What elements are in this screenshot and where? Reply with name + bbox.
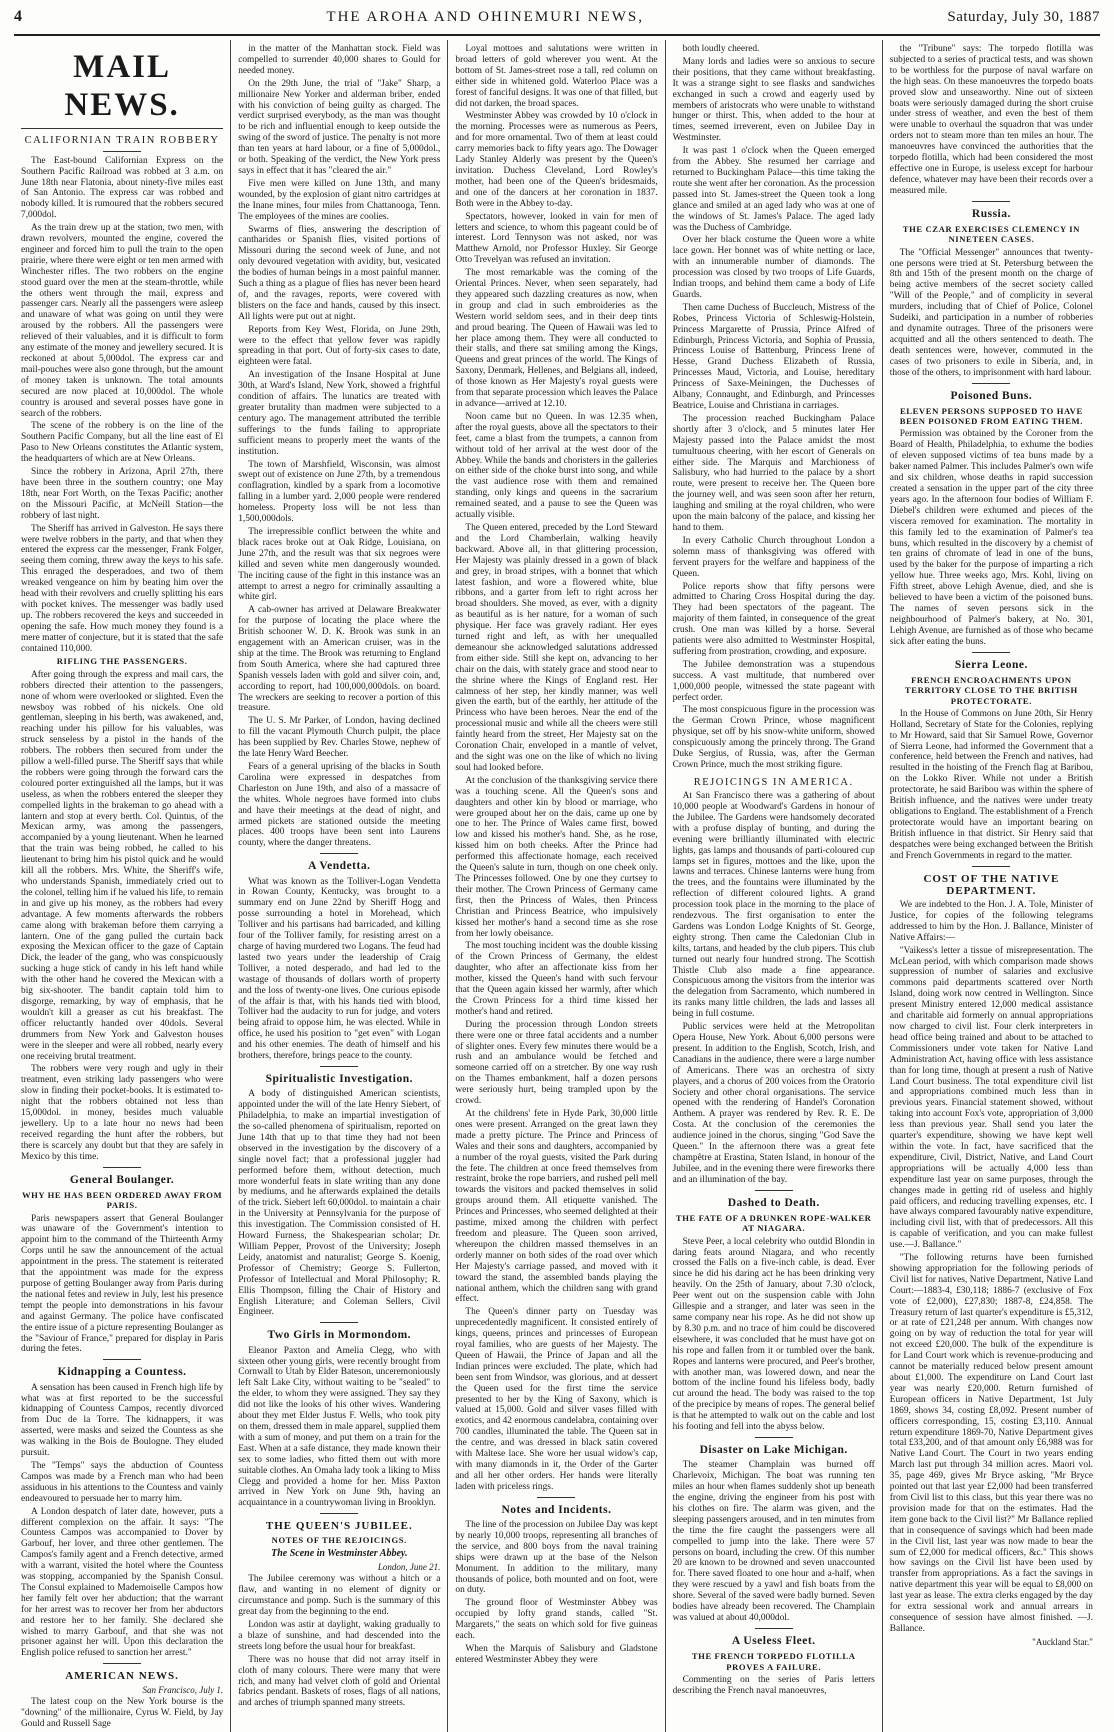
article-headline: THE QUEEN'S JUBILEE. <box>265 1520 413 1533</box>
article-deck: NOTES OF THE REJOICINGS. <box>271 1535 407 1546</box>
paragraph: The U. S. Mr Parker, of London, having declined to fill the vacant Plymouth Church pulpit, the place has been supplied by Rev. Charles Stowe, nephew of the late Henry Ward Beecher. <box>238 716 441 760</box>
subheading: RIFLING THE PASSENGERS. <box>56 656 188 667</box>
paragraph: The procession reached Buckingham Palace shortly after 3 o'clock, and 5 minutes later Her Majesty passed into the Palace amidst the most tumultuous cheering, with her escort of Generals on either side. The Marquis and Marchioness of Salisbury, who had hurried to the palace by a short route, were present to receive her. The Queen bore the journey well, and was seen soon after her return, laughing and smiling at the royal children, who were upon the main balcony of the palace, and kissing her hand to them. <box>672 413 875 533</box>
page-number: 4 <box>14 8 23 25</box>
paragraph: The scene of the robbery is on the line of the Southern Pacific Company, but all the line east of El Paso to New Orleans constitutes the Atlantic system, the headquarters of which are at New Orleans. <box>21 421 224 465</box>
paragraph: In every Catholic Church throughout London a solemn mass of thanksgiving was offered with fervent prayers for the welfare and happiness of the Queen. <box>672 535 875 579</box>
article-headline: A Useless Fleet. <box>731 1634 816 1647</box>
article-deck: THE FRENCH TORPEDO FLOTILLA PROVES A FAILURE. <box>691 1651 856 1672</box>
article-headline: Disaster on Lake Michigan. <box>699 1443 848 1456</box>
article-headline: A Vendetta. <box>308 860 371 873</box>
divider <box>755 1190 793 1191</box>
divider <box>103 151 141 152</box>
issue-date: Saturday, July 30, 1887 <box>947 9 1100 25</box>
paragraph: Loyal mottoes and salutations were written in broad letters of gold wherever you went. At the bottom of St. James-street rose a tall, red column on either side in whitened gold. Waterloo Place was a forest of fanciful designs. It was one of that filled, but did not darken, the broad spaces. <box>455 44 658 109</box>
article-headline: CALIFORNIAN TRAIN ROBBERY <box>24 134 220 146</box>
paragraph: the "Tribune" says: The torpedo flotilla was subjected to a series of practical tests, and was shown to be worthless for the purpose of naval warfare on the high seas. On these manoeuvres the torpedo boats proved slow and unseaworthy. Nine out of sixteen boats were seriously damaged during the short cruise under stress of weather, and even the best of them were unable to overhaul the squadron that was under orders not to steam more than ten miles an hour. The manoeuvres have convinced the authorities that the torpedo flotilla, which had been considered the most effective one in Europe, is useless except for harbour defence, whatever may have been their records over a measured mile. <box>889 44 1093 196</box>
paragraph: The ground floor of Westminster Abbey was occupied by lofty grand stands, called "St. Margarets," the seats on which sold for five guineas each. <box>455 1598 658 1642</box>
divider <box>755 1628 793 1629</box>
paragraph: The Queen's dinner party on Tuesday was unprecedentedly magnificent. It consisted entirely of kings, queens, princes and princesses of European royal families, who are guests of her Majesty. The Queen of Hawaii, the Prince of Japan and all the Indian princes were excluded. The plate, which had been sent from Windsor, was glorious, and at dessert the Queen used for the first time the service presented to her by the King of Saxony, which is valued at 15,000. Gold and silver vases filled with exotics, and 42 enormous candelabra, containing over 700 candles, illuminated the table. The Queen sat in the centre, and was dressed in black satin covered with Maltese lace. She wore her usual widow's cap, with many diamonds in it, the Order of the Garter and all her other orders. Her hands were literally laden with priceless rings. <box>455 1307 658 1492</box>
article-headline: Sierra Leone. <box>954 658 1028 671</box>
paragraph: Reports from Key West, Florida, on June 29th, were to the effect that yellow fever was rapidly spreading in that port. Out of forty-six cases to date, eighteen were fatal. <box>238 324 441 368</box>
divider <box>320 1322 358 1323</box>
article-headline: REJOICINGS IN AMERICA. <box>693 776 854 788</box>
section-masthead: MAIL NEWS. <box>21 44 223 129</box>
divider <box>103 1167 141 1168</box>
paragraph: Steve Peer, a local celebrity who outdid Blondin in daring feats around Niagara, and who recently crossed the Falls on a five-inch cable, is dead. Ever since he did his daring act he has been drinking very heavily. On the 25th of January, about 7.30 o'clock, Peer went out on the suspension cable with John Gillespie and a stranger, and later was seen in the same company near his rope. As he did not show up by 8.30 p.m. and no trace of him could be discovered elsewhere, it was concluded that he must have got on his rope and fallen from it or tumbled over the bank. Ropes and lanterns were procured, and Peer's brother, with another man, was lowered down, and near the bottom of the incline found his lifeless body, badly cut around the head. The body was raised to the top of the precipice by means of ropes. The general belief is that he attempted to walk out on the cable and lost his footing and fell into the abyss below. <box>672 1236 875 1433</box>
paragraph: The East-bound Californian Express on the Southern Pacific Railroad was robbed at 3 a.m. on June 18th near Flatonia, about ninety-five miles east of San Antonio. The express car was robbed and nobody killed. It is rumoured that the robbers secured 7,000dol. <box>21 155 224 221</box>
paragraph: The Jubilee demonstration was a stupendous success. A vast multitude, that numbered over 1,000,000 people, witnessed the state pageant with perfect order. <box>672 659 875 703</box>
page-columns <box>14 40 1100 1730</box>
paragraph: The "Temps" says the abduction of Countess Campos was made by a French man who had been assiduous in his attentions to the Countess and vainly endeavoured to persuade her to marry him. <box>21 1460 224 1504</box>
source-credit: "Auckland Star." <box>1032 1636 1093 1647</box>
paragraph: At the childrens' fete in Hyde Park, 30,000 little ones were present. Arranged on the great lawn they made a pretty picture. The Prince and Princess of Wales and their sons and daughters, accompanied by a number of the royal guests, visited the Park during the fete. The children at once freed themselves from restraint, broke the rope barriers, and rushed pell mell towards the visitors and packed themselves in solid groups around them. All etiquette vanished. The Princes and Princesses, who seemed delighted at their pastime, mixed among the children with perfect freedom and pleasure. The Queen soon arrived, whereupon the children massed themselves in an orderly manner on both sides of the road over which Her Majesty's carriage passed, and moved with it toward the stand, the assembled bands playing the national anthem, which the children sang with grand effect. <box>455 1109 658 1305</box>
paragraph: Permission was obtained by the Coroner from the Board of Health, Philadelphia, to exhume the bodies of eleven supposed victims of tea buns made by a baker named Palmer. This includes Palmer's own wife and six children, whose deaths in rapid succession created a sensation in the upper part of the city three years ago. In the afternoon four bodies of William F. Diebel's children were exhumed and pieces of the viscera removed for examination. The mortality in this family led to the examination of Palmer's tea buns, which resulted in the discovery by a chemist of ten grains of chromate of lead in one of the buns, used by the baker for the purpose of imparting a rich yellow hue. Three weeks ago, Mrs. Kohl, living on Fifth street, above Lehigh Avenue, died, and she is believed to have been a victim of the poisoned buns. The names of seven persons sick in the neighbourhood of Palmer's bakery, at No. 301, Lehigh Avenue, are furnished as of those who became sick after eating the buns. <box>889 429 1093 647</box>
paragraph: Fears of a general uprising of the blacks in South Carolina were expressed in despatches from Charleston on June 19th, and also of a massacre of the whites. Whole negroes have formed into clubs and have their meetings at the dead of night, and armed pickets are stationed outside the meeting places. 400 troops have been sent into Laurens county, where the danger threatens. <box>238 762 441 849</box>
paragraph: At the conclusion of the thanksgiving service there was a touching scene. All the Queen's sons and daughters and other kin by blood or marriage, who were grouped about her on the dais, came up one by one to her. The Prince of Wales came first, bowed low and kissed his mother's hand. She, as he rose, kissed him on both cheeks. After the Prince had performed this affectionate homage, each received the Queen's salute in turn, though on one cheek only. The Princesses followed. One by one they curtsey to their mother. The Crown Princess of Germany came first, then the Princess of Wales, then Princess Christian and Princess Beatrice, who impulsively kissed her mother's hand a second time as she rose from her lowly obeisance. <box>455 775 658 939</box>
paragraph: We are indebted to the Hon. J. A. Tole, Minister of Justice, for copies of the following telegrams addressed to him by the Hon. J. Ballance, Minister of Native Affairs:— <box>889 900 1093 943</box>
paragraph: Eleanor Paxton and Amelia Clegg, who with sixteen other young girls, were recently brought from Cornwall to Utah by Elder Bateson, unceremoniously left Salt Lake City, without waiting to be "sealed" to the elder, to whom they were assigned. They say they did not like the looks of his other wives. Wandering about they met Elder Justus F. Wells, who took pity on them, dressed them in male apparel, supplied them with a sum of money, and put them on a train for the East. When at a safe distance, they made known their sex to some ladies, who fitted them out with more suitable clothes. An Omaha lady took a liking to Miss Clegg and provided a home for her. Miss Paxton arrived in New York on June 9th, having an acquaintance in a countrywoman living in Brooklyn. <box>238 1345 441 1509</box>
divider <box>755 1437 793 1438</box>
article-headline: Spiritualistic Investigation. <box>265 1072 413 1085</box>
paragraph: The most touching incident was the double kissing of the Crown Princess of Germany, the eldest daughter, who after an affectionate kiss from her mother, kissed the Queen's hand with such fervour that the Queen again kissed her warmly, after which the Crown Princess for a third time kissed her mother's hand and retired. <box>455 941 658 1017</box>
paragraph: At San Francisco there was a gathering of about 10,000 people at Woodward's Gardens in honour of the Jubilee. The Gardens were handsomely decorated with a profuse display of bunting, and during the evening were brilliantly illuminated with electric lights, gas lamps and thousands of parti-coloured cup lamps set in figures, mottoes and the like, upon the lawns and terraces. Chinese lanterns were hung from the trees, and the fountains were illuminated by the reflection of different coloured lights. A grand procession took place in the morning to the place of rendezvous. The first organisation to enter the Gardens was London Lodge Knights of St. George, eighty strong. Then came the Caledonian Club in kilts, tartans, and headed by the club pipers. This club turned out nearly four hundred strong. The Scottish Thistle Club also made a fine appearance. Conspicuous among the visitors from the interior was the delegation from Sacramento, which numbered in its ranks many little children, the lads and lasses all being in full costume. <box>672 791 875 1020</box>
paragraph: A body of distinguished American scientists, appointed under the will of the late Henry Siebert, of Philadelphia, to make an impartial investigation of the so-called phenomena of spiritualism, reported on June 14th that up to that time they had not been observed in the investigation by the discovery of a single novel fact; that a professional juggler had performed before them, without detection, much more wonderful feats in slate writing than any done by mediums, and he afterwards explained the details of the trick. Siebert left 60,000dol. to maintain a chair in the University at Pennsylvania for the purpose of this investigation. The Commission consisted of H. Howard Furness, the Shakespearian scholar; Dr. William Pepper, Provost of the University; Joseph Leidy, anatomist and naturalist; George S. Koenig, Professor of Chemistry; George S. Fullerton, Professor of Intellectual and Moral Philosophy; R. Ellis Thompson, filling the Chair of History and English Literature; and Coleman Sellers, Civil Engineer. <box>238 1089 441 1318</box>
dateline: London, June 21. <box>377 1561 441 1572</box>
paragraph: What was known as the Tolliver-Logan Vendetta in Rowan County, Kentucky, was brought to a summary end on June 22nd by Sheriff Hogg and posse surrounding a hotel in Morehead, which Tolliver and his partisans had barricaded, and killing four of the Tolliver family, for resisting arrest on a charge of having murdered two Logans. The feud had lasted two years under the leadership of Craig Tolliver, a noted desperado, and had led to the wastage of thousands of dollars worth of property and the loss of twenty-one lives. One curious episode of the affair is that, with his hands tied with blood, Tolliver had the audacity to run for judge, and voters being afraid to oppose him, he was elected. While in office, he used his position to "get even" with Logan and his other enemies. The death of himself and his brothers, therefore, brings peace to the county. <box>238 876 441 1062</box>
subheading: The Scene in Westminster Abbey. <box>271 1548 408 1560</box>
article-headline: Dashed to Death. <box>727 1196 820 1209</box>
paragraph: Five men were killed on June 13th, and many wounded, by the explosion of giant nitro cartridges at the Inane mines, four miles from Chattanooga, Tenn. The employees of the mines are coolies. <box>238 178 441 222</box>
paragraph: Many lords and ladies were so anxious to secure their positions, that they came without breakfasting. It was a strange sight to see flasks and sandwiches exchanged in such a crowd and eagerly used by members of aristocrats who were unable to withstand hunger or thirst. This, when added to the hour at times, seemed irreverent, even on Jubilee Day in Westminster. <box>672 56 875 144</box>
divider <box>537 1497 575 1498</box>
paragraph: "Vaikess's letter a tissue of misrepresentation. The McLean period, with which comparison made shows suppression of number of salaries and exclusive commons paid departments scattered over North Island, doing work now centred in Wellington. Since present Ministry entered 12,000 medical assistance and charitable aid formerly on annual appropriations now charged to civil list. Four clerk interpreters in head office being trained and about to be attached to Commissioners under vote taken for Native Land Administration Act, having office with less assistance than for long time, though at present a rush of Native Land Court business. The total expenditure civil list and appropriations combined much less than in previous years. Financial statement showed, without taking into account Fox's vote, appropriation of 3,000 less than previous year. Shall send you later the quarter's expenditure, showing we have kept well within the vote. In fact, have sacrificed that the expenditure, Civil, District, Native, and Land Court appropriations will be actually 4,000 less than expenditure last year on same purposes, through the changes made in getting rid of useless and highly paid officers, and reducing travelling expenses, etc. I have always compared favourably native expenditure, including civil list, with that of predecessors. All this is capable of verification, and you can make fullest use.—J. Ballance." <box>889 945 1093 1251</box>
paragraph: Noon came but no Queen. In was 12.35 when, after the royal guests, above all the spectators to their feet, came a blast from the trumpets, a cannon from without told of her arrival at the west door of the Abbey. While the bands and choristers in the galleries on either side of the choke burst into song, and while the vast audience rose with them and remained standing, only kings and queens in the sacrarium remained seated, and a pause to see the Queen was actually visible. <box>455 411 658 521</box>
column-1 <box>14 40 231 1732</box>
running-header <box>14 8 1100 34</box>
article-headline: General Boulanger. <box>69 1173 175 1186</box>
divider <box>972 201 1010 202</box>
paragraph: After going through the express and mail cars, the robbers directed their attention to the passengers, none of whom were overlooked or slighted. Even the newsboy was robbed of his nickels. One old gentleman, sleeping in his berth, was awakened, and, reaching under his pillow for his valuables, was struck senseless by a pistol in the hands of the robbers. The robbers then secured from under the pillow a well-filled purse. The Sheriff says that while the robbers were going through the forward cars the coloured porter extinguished all the lamps, but it was useless, as when the robbers entered the sleeper they compelled lights in the brakeman to go ahead with a lantern and stop at every berth. Col. Quintus, of the Mexican army, was among the passengers, accompanied by a young lieutenant. When he learned that the train was being robbed, he called to his lieutenant to bring him his pistol quick and he would kill all the robbers. Mrs. White, the Sheriff's wife, who understands Spanish, immediately cried out to the colonel, telling him if he valued his life, to remain in and give up his money, as the robbers had every advantage. A few moments afterwards the robbers came along with brakeman before them carrying a lantern. One of the gang pulled the curtain back exposing the Mexican officer to the gaze of Captain Dick, the leader of the gang, who was conspicuously sucking a huge stick of candy in his left hand while with the other hand he covered the Mexican with a big six-shooter. The bandit captain told him to disgorge, remarking, by way of emphasis, that he wouldn't kill a greaser as cut his breakfast. The officer reluctantly handed over 40dols. Several drummers from New York and Galveston houses were in the sleeper and were all robbed, nearly every one receiving brutal treatment. <box>21 669 224 1062</box>
paragraph: Then came Duchess of Buccleuch, Mistress of the Robes, Princess Victoria of Schleswig-Holstein, Princess Margarette of Prussia, Prince Alfred of Edinburgh, Princess Victoria, and Sophia of Prussia, Princess Louise of Battenburg, Princess Irene of Hesse, Grand Duchess Elizabeth of Russia, Princesses Maud, Victoria, and Louise, hereditary Princess of Saxe-Meiningen, the Duchesses of Albany, Connaught, and Edinburgh, and Princesses Beatrice, Louise and Christiana in carriages. <box>672 302 875 411</box>
article-headline: Kidnapping a Countess. <box>57 1366 187 1379</box>
column-2 <box>231 40 448 1732</box>
paragraph: The line of the procession on Jubilee Day was kept by nearly 10,000 troops, representing all branches of the service, and 800 boys from the naval training ships were drawn up at the base of the Nelson Monument. In addition to the military, many thousands of police, both mounted and on foot, were on duty. <box>455 1520 658 1596</box>
paragraph: A sensation has been caused in French high life by what was at first reported to be the successful kidnapping of Countess Campos, recently divorced from Duc de la Torre. The kidnappers, it was asserted, were masks and seized the Countess as she was walking in the Bois de Boulogne. They eluded pursuit. <box>21 1382 224 1459</box>
divider <box>972 652 1010 653</box>
article-headline: Poisoned Buns. <box>950 389 1033 402</box>
article-headline: Notes and Incidents. <box>501 1503 612 1516</box>
divider <box>320 1513 358 1514</box>
paragraph: Paris newspapers assert that General Boulanger was unaware of the Government's intention to appoint him to the command of the Thirteenth Army Corps until he saw the announcement of the actual appointment in the press. The statement is reiterated that the appointment was made for the express purpose of getting Boulanger away from Paris during the national fetes and review in July, lest his presence tempt the people into demonstrations in his favour and against Germany. The police have confiscated the entire issue of a picture representing Boulanger as the "Saviour of France," prepared for display in Paris during the fetes. <box>21 1213 224 1355</box>
paragraph: A London despatch of later date, however, puts a different complexion on the affair. It says: "The Countess Campos was accompanied to Dover by Garbouf, her lover, and three other gentlemen. The Campos's family agent and a French detective, armed with a warrant, visited the hotel where the Countess was stopping, accompanied by the Spanish Consul. The Consul explained to Mademoiselle Campos how her family felt over her abduction; that the warrant for her arrest was to recover her from her abductors and restore her to her family. She declared she wished to marry Garbouf, and that she was not prisoner against her will. Upon this declaration the English police refused to sanction her arrest." <box>21 1506 224 1659</box>
paragraph: The "Official Messenger" announces that twenty-one persons were tried at St. Petersburg between the 8th and 15th of the present month on the charge of being active members of the secret society called "Will of the People," and of complicity in several murders, including that of Chief of Police, Colonel Sudeiki, and participation in a number of robberies and dynamite outrages. Three of the prisoners were acquitted and all the others sentenced to death. The death sentences were, however, commuted in the cases of two prisoners to exile in Siberia, and, in those of the others, to imprisonment with hard labour. <box>889 247 1093 378</box>
divider <box>103 1663 141 1664</box>
article-deck: THE CZAR EXERCISES CLEMENCY IN NINETEEN CASES. <box>902 224 1080 245</box>
newspaper-title: THE AROHA AND OHINEMURI NEWS, <box>326 9 644 25</box>
paragraph: Public services were held at the Metropolitan Opera House, New York. About 6,000 persons were present. In addition to the English, Scotch, Irish, and Canadians in the audience, there were a large number of Americans. There was an orchestra of sixty players, and a chorus of 200 voices from the Oratorio Society and other choral organisations. The service opened with the rendering of Handel's Coronation Anthem. A prayer was rendered by Rev. R. E. De Costa. At the conclusion of the ceremonies the audience joined in the chorus, singing "God Save the Queen." In the afternoon there was a great fete champêtre at Erastina, Staten Island, in honour of the Jubilee, and in the evening there were fireworks there and an illumination of the bay. <box>672 1022 875 1185</box>
article-headline: Russia. <box>971 207 1011 220</box>
paragraph: Spectators, however, looked in vain for men of letters and science, to whom this pageant could be of interest. Lord Tennyson was not asked, nor was Matthew Arnold, nor Professor Huxley. Sir George Otto Trevelyan was refused an invitation. <box>455 211 658 266</box>
paragraph: The Sheriff has arrived in Galveston. He says there were twelve robbers in the party, and that when they entered the express car the messenger, Frank Folger, seeing them coming, threw away the keys to his safe. This enraged the desperadoes, and two of them wreaked vengeance on him by beating him over the head with their revolvers and cruelly splitting his ears with pocket knives. The messenger was badly used up. The robbers recovered the keys and succeeded in opening the safe. How much money they found is a mere matter of conjecture, but it is stated that the safe contained 110,000. <box>21 523 224 654</box>
paragraph: both loudly cheered. <box>682 44 760 54</box>
paragraph: The most conspicuous figure in the procession was the German Crown Prince, whose magnificent physique, set off by his snow-white uniform, showed conspicuously among the princely throng. The Grand Duke Sergius, of Russia, was, after the German Crown Prince, much the most striking figure. <box>672 705 875 770</box>
paragraph: It was past 1 o'clock when the Queen emerged from the Abbey. She resumed her carriage and returned to Buckingham Palace—this time taking the route she went after her coronation. As the procession passed into St. James-street the Queen took a long glance and smiled at an aged lady who was at one of the windows of St. James's Palace. The aged lady was the Duchess of Cambridge. <box>672 146 875 233</box>
paragraph: "The following returns have been furnished showing appropriation for the following periods of Civil list for natives, Native Department, Native Land Court:—1883-4, £30,118; 1886-7 (exclusive of Fox vote of £2,000), £27,830; 1887-8, £24,858. The Treasury return of last quarter's expenditure is £5,312, or at rate of £21,248 per annum. With changes now going on by way of reduction the total for year will not exceed £20,000. The bulk of the expenditure is for Land Court work which is revenue-producing and cannot be materially reduced below present amount about £1,000. The expenditure on Land Court last year was nearly £20,000. Return furnished of European officers in Native Department, 1st July 1869, shows 34, costing £8,092. Present number of officers corresponding, 15, costing £3,110. Annual return expenditure 1869-70, Native Department gives total £33,200, and of that amount only £6,988 was for Native Land Court. The Court in two years ending March last put through 34 million acres. Maori vol. 35, page 469, gives Mr Bryce asking, "Mr Bryce pointed out that last year £2,000 had been transferred from Civil list to this class, but this year there was no provision made for that on the estimates. Had the item gone back to the Civil list?" Mr Ballance replied that in consequence of savings which had been made in the Civil list, last year was now made to bear the sum of £2,000 for medical officers, &c." This shows how savings on the Civil list have been used by transfer from appropriations. As a fact the savings in native department this year will be equal to £8,000 on last year as lease. The extra clerks engaged by the day for extra sessional work and annual arrears in consequence of session have almost finished. —J. Ballance. <box>889 1253 1093 1634</box>
paragraph: Swarms of flies, answering the description of cantharides or Spanish flies, visited portions of Missouri during the second week of June, and not only devoured vegetation with avidity, but, vesicated the bodies of human beings in a most painful manner. Such a thing as a plague of flies has never been heard of, and the ravages, reports, were covered with blisters on the face and hands, caused by this insect. All lights were put out at night. <box>238 224 441 322</box>
paragraph: The town of Marshfield, Wisconsin, was almost swept out of existence on June 27th, by a tremendous conflagration, kindled by a spark from a locomotive falling in a lumber yard. 2,000 people were rendered homeless. Property loss will be not less than 1,500,000dols. <box>238 459 441 525</box>
paragraph: A cab-owner has arrived at Delaware Breakwater for the purpose of locating the place where the British schooner W. D. K. Brook was sunk in an engagement with an American cruiser, was in the ship at the time. The Brook was returning to England from South America, where she had captured three Spanish vessels laden with gold and silver coin, and, according to report, had 100,000,000dols. on board. The wreckers are seeking to recover a portion of this treasure. <box>238 605 441 714</box>
column-5 <box>883 40 1100 1732</box>
article-deck: THE FATE OF A DRUNKEN ROPE-WALKER AT NIAGARA. <box>675 1213 872 1234</box>
article-headline: Two Girls in Mormondom. <box>267 1329 412 1342</box>
paragraph: During the procession through London streets there were one or three fatal accidents and a number of slighter ones. Every few minutes there would be a rush and an ambulance would be fetched and someone carried off on a stretcher. By one way rush on the Thames embankment, half a dozen persons were seriously hurt, being trampled upon by the crowd. <box>455 1019 658 1107</box>
paragraph: The most remarkable was the coming of the Oriental Princes. Never, when seen separately, had they appeared such dazzling creatures as now, when in group and clad in such embroideries as the Western world seldom sees, and in their deep tints and proud bearing. The Queen of Hawaii was led to her place among them. They were all conducted to their stalls, and there sat smiling among the Kings, Queens and great princes of the world. The Kings of Saxony, Denmark, Hellenes, and Belgians all, indeed, of those known as Her Majesty's royal guests were from that separate procession which leaves the Palace in advance—arrived at 12.10. <box>455 268 658 409</box>
paragraph: When the Marquis of Salisbury and Gladstone entered Westminster Abbey they were <box>455 1644 658 1665</box>
paragraph: As the train drew up at the station, two men, with drawn revolvers, mounted the engine, covered the engineer and forced him to pull the train to the open prairie, where there were eight or ten men armed with Winchester rifles. The two robbers on the engine stood guard over the men at the steam-throttle, while the others went through the mail, express and passenger cars. Nearly all the passengers were asleep and unaware of what was going on until they were aroused by the robbers. All the passengers were relieved of their valuables, and it is difficult to form any estimate of the money and jewellery secured. It is reckoned at about 5,000dol. The express car and mail-pouches were also gone through, but the amount of money taken is unknown. The total amounts secured are now placed at 10,000dol. The whole country is aroused and several posses have gone in search of the robbers. <box>21 223 224 419</box>
paragraph: Commenting on the series of Paris letters describing the French naval manoeuvres, <box>672 1674 875 1696</box>
divider <box>320 1066 358 1067</box>
paragraph: The Queen entered, preceded by the Lord Steward and the Lord Chamberlain, walking heavily backward. Above all, in that glittering procession, Her Majesty was plainly dressed in a gown of black and grey, in broad stripes, with a bonnet that which latest fashion, and wore a flowered white, blue ribbons, and a garter from left to right across her broad shoulders. She moved, as ever, with a dignity as beautiful as is her nature, for a woman of such physique. Her face was gravely radiant. Her eyes turned right and left, as with her unequalled demeanour she acknowledged salutations addressed from either side. Still she kept on, advancing to her chair on the dais, with stately grace and stood near to the shrine where the Kings of England rest. Her calmness of her step, her kindly manner, was well given the earth, but of the earthly, her attitude of the Princess who have been heroes. Near the end of the processional music and while all the cheers were still faintly heard from the street, Her Majesty sat on the Coronation Chair, enveloped in a mantle of velvet, and the sight was one on the like of which no living soul had looked before. <box>455 522 658 773</box>
article-headline: AMERICAN NEWS. <box>65 1670 179 1683</box>
paragraph: The Jubilee ceremony was without a hitch or a flaw, and wanting in no element of dignity or circumstance and pomp. Such is the summary of this great day from the beginning to the end. <box>238 1574 441 1618</box>
paragraph: An investigation of the Insane Hospital at June 30th, at Ward's Island, New York, showed a frightful condition of affairs. The lunatics are treated with greater brutality than madmen were subjected to a century ago. The management attributed the terrible sufferings to the funds failing to appropriate sufficient means to properly meet the wants of the institution. <box>238 370 441 457</box>
paragraph: London was astir at daylight, waking gradually to a blaze of sunshine, and had descended into the streets long before the usual hour for breakfast. <box>238 1619 441 1652</box>
article-deck: ELEVEN PERSONS SUPPOSED TO HAVE BEEN POISONED FROM EATING THEM. <box>899 405 1084 427</box>
article-deck: FRENCH ENCROACHMENTS UPON TERRITORY CLOSE TO THE BRITISH PROTECTORATE. <box>904 674 1078 706</box>
divider <box>972 383 1010 384</box>
divider <box>320 853 358 854</box>
paragraph: The irrepressible conflict between the white and black races broke out at Oak Ridge, Louisiana, on June 27th, and the result was that six negroes were killed and seven white men dangerously wounded. The inciting cause of the fight in this instance was an attempt to arrest a negro for criminally assaulting a white girl. <box>238 526 441 603</box>
paragraph: Westminster Abbey was crowded by 10 o'clock in the morning. Processes were as numerous as Peers, and for more ornamental. Two of them at least could carry memories back to fifty years ago. The Dowager Lady Stanley Alderly was present by the Queen's invitation. Duchess Cleveland, Lord Rowley's mother, had been one of the Queen's bridesmaids, and one of the dancers at her coronation in 1837. Both were in the Abbey to-day. <box>455 111 658 209</box>
paragraph: The latest coup on the New York bourse is the "downing" of the millionaire, Cyrus W. Field, by Jay Gould and Russell Sage <box>21 1697 224 1730</box>
article-headline: COST OF THE NATIVE DEPARTMENT. <box>923 872 1060 898</box>
header-rule <box>14 34 1100 36</box>
paragraph: The steamer Champlain was burned off Charlevoix, Michigan. The boat was running ten miles an hour when flames suddenly shot up beneath the engine, driving the engineer from his post with his clothes on fire. The alarm was given, and the sleeping passengers aroused, and in ten minutes from the time the fire caught the passengers were all compelled to jump into the lake. There were 57 persons on board, including the crew. Of this number 20 are known to be drowned and seven unaccounted for. There saved floated to one hour and a-half, when they were rescued by a yawl and fish boats from the shore. Several of the saved were badly burned. Seven bodies have already been recovered. The Champlain was valued at about 40,000dol. <box>672 1460 875 1623</box>
paragraph: Over her black costume the Queen wore a white lace gown. Her bonnet was of white netting or lace, with an innumerable number of diamonds. The procession was closed by two troops of Life Guards, Indian troops, and behind them came a body of Life Guards. <box>672 235 875 300</box>
dateline: San Francisco, July 1. <box>142 1685 224 1696</box>
paragraph: On the 29th June, the trial of "Jake" Sharp, a millionaire New Yorker and alderman briber, ended with his conviction of being guilty as charged. The verdict surprised everybody, as the man was thought to be rich and influential enough to keep outside the swing of the sword of justice. The penalty is not more than ten years at hard labour, or a fine of 5,000dol., or both. Speaking of the verdict, the New York press says in effect that it has "cleared the air." <box>238 78 441 176</box>
divider <box>972 866 1010 867</box>
paragraph: The robbers were very rough and ugly in their treatment, even striking lady passengers who were slow in finding their pocket-books. It is estimated to-night that the robbers obtained not less than 15,000dol. in money, besides much valuable jewellery. Up to a late hour no news had been received regarding the hunt after the robbers, but there is scarcely any doubt but that they are safely in Mexico by this time. <box>21 1064 224 1162</box>
paragraph: Police reports show that fifty persons were admitted to Charing Cross Hospital during the day. They had been spectators of the pageant. The majority of them fainted, in consequence of the great crush. One man was killed by a horse. Several patients were also admitted to Westminster Hospital, suffering from prostration, crowding, and exposure. <box>672 581 875 657</box>
column-3 <box>448 40 665 1732</box>
paragraph: in the matter of the Manhattan stock. Field was compelled to surrender 40,000 shares to Gould for needed money. <box>238 44 441 76</box>
article-deck: WHY HE HAS BEEN ORDERED AWAY FROM PARIS. <box>21 1189 223 1211</box>
paragraph: Since the robbery in Arizona, April 27th, there have been three in the southern country; one May 18th, near Fort Worth, on the Texas Pacific; another on the Missouri Pacific, at McNeill Station—the robbery of last night. <box>21 467 224 521</box>
paragraph: In the House of Commons on June 20th, Sir Henry Holland, Secretary of State for the Colonies, replying to Mr Howard, said that Sir Samuel Rowe, Governor of Sierra Leone, had informed the Government that a conference, held between the French and natives, had resulted in the hoisting of the French flag at Baribou, on the Lokko River. While not under a British protectorate, he said Baribou was within the sphere of British influence, and the natives were under treaty obligations to England. The establishment of a French protectorate would have an important bearing on British influence in that district. Sir Henry said that despatches were being exchanged between the British and French Governments in regard to the matter. <box>889 708 1093 861</box>
paragraph: There was no house that did not array itself in cloth of many colours. There were many that were rich, and many had velvet cloth of gold and Oriental fabrics pendant. Baskets of roses, flags of all nations, and arches of triumph spanned many streets. <box>238 1654 441 1709</box>
divider <box>103 1359 141 1360</box>
column-4 <box>666 40 883 1732</box>
